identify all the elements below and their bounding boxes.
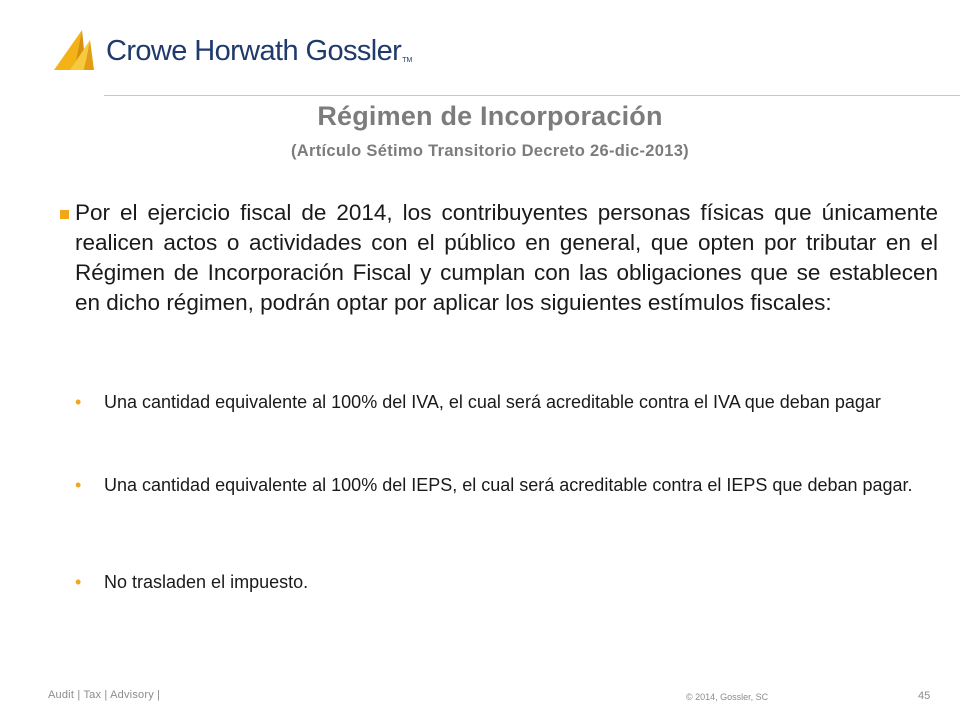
- sub-bullet-ieps: [75, 472, 937, 498]
- footer-copyright: © 2014, Gossler, SC: [686, 692, 769, 702]
- sub-bullet-iva: [75, 389, 937, 415]
- square-bullet-icon: [60, 210, 69, 219]
- sub-bullet-text: Una cantidad equivalente al 100% del IEPS, el cual será acreditable contra el IEPS que deban pagar.: [104, 475, 913, 495]
- sub-bullet-no-trasladen: [75, 569, 937, 595]
- round-bullet-icon: •: [75, 475, 82, 495]
- sub-bullet-text: Una cantidad equivalente al 100% del IVA, el cual será acreditable contra el IVA que deban pagar: [104, 392, 881, 412]
- slide-title: Régimen de Incorporación: [317, 101, 663, 131]
- logo-trademark: TM: [402, 56, 413, 64]
- main-bullet-text: Por el ejercicio fiscal de 2014, los contribuyentes personas físicas que únicamente realicen actos o actividades con el público en general, que opten por tributar en el Régimen de Incorporación Fiscal y cumplan con las obligaciones que se establecen en dicho régimen, podrán optar por aplicar los siguientes estímulos fiscales:: [75, 200, 938, 315]
- gold-peaks-logo-icon: [52, 28, 104, 72]
- page-number: 45: [918, 690, 931, 702]
- header-divider: [104, 95, 960, 96]
- slide-subtitle: (Artículo Sétimo Transitorio Decreto 26-dic-2013): [291, 142, 689, 160]
- round-bullet-icon: •: [75, 392, 82, 412]
- main-bullet: [52, 198, 938, 318]
- sub-bullet-text: No trasladen el impuesto.: [104, 572, 309, 592]
- footer-services: Audit | Tax | Advisory |: [48, 689, 161, 701]
- company-logo: [52, 26, 412, 74]
- logo-wordmark: Crowe Horwath Gossler: [106, 34, 402, 67]
- round-bullet-icon: •: [75, 572, 82, 592]
